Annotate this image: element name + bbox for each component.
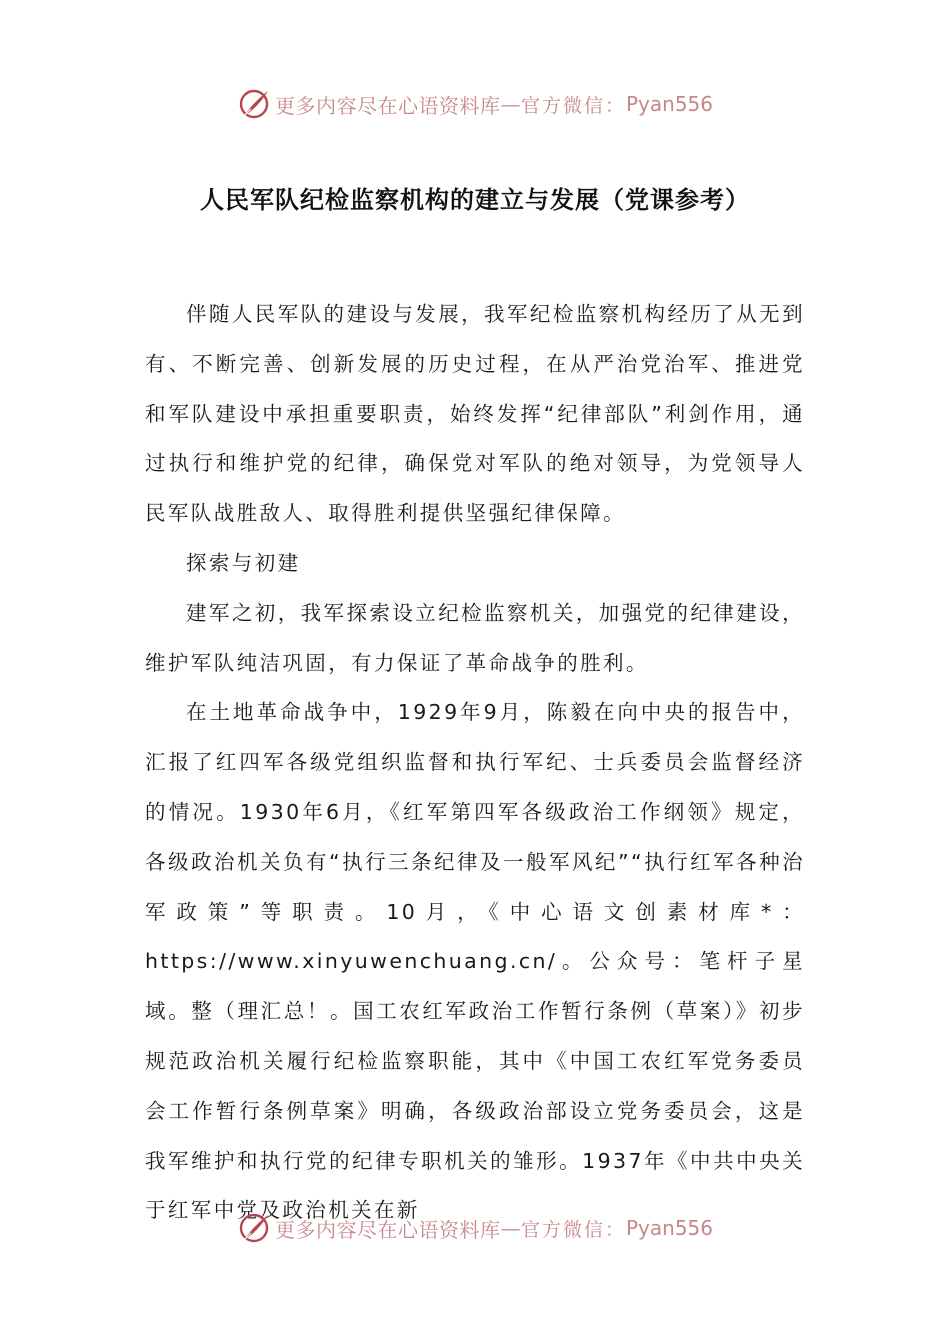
banner-separator: — [500,1216,521,1240]
document-title: 人民军队纪检监察机构的建立与发展（党课参考） [200,186,750,214]
banner-slogan: 更多内容尽在心语资料库 [274,1217,501,1242]
paragraph-intro: 伴随人民军队的建设与发展，我军纪检监察机构经历了从无到有、不断完善、创新发展的历史过程，在从严治党治军、推进党和军队建设中承担重要职责，始终发挥“纪律部队”利剑作用，通过执行和维护党的纪律，确保党对军队的绝对领导，为党领导人民军队战胜敌人、取得胜利提供坚强纪律保障。 [145,302,805,526]
banner-contact-label: 官方微信： [520,94,626,117]
paragraph-founding: 建军之初，我军探索设立纪检监察机关，加强党的纪律建设，维护军队纯洁巩固，有力保证了革命战争的胜利。 [145,600,805,675]
banner-slogan: 更多内容尽在心语资料库 [274,93,501,118]
quill-logo-icon [237,1211,271,1245]
header-banner [0,84,950,124]
paragraph-land-revolution: 在土地革命战争中，1929年9月，陈毅在向中央的报告中，汇报了红四军各级党组织监督和执行军纪、士兵委员会监督经济的情况。1930年6月，《红军第四军各级政治工作纲领》规定，各级政治机关负有“执行三条纪律及一般军风纪”“执行红军各种治军政策”等职责。10月，《中心语文创素材库*：https://www.xinyuwenchuang.cn/。公众号：笔杆子星域。整（理汇总！。国工农红军政治工作暂行条例（草案）》初步规范政治机关履行纪检监察职能，其中《中国工农红军党务委员会工作暂行条例草案》明确，各级政治部设立党务委员会，这是我军维护和执行党的纪律专职机关的雏形。1937年《中共中央关于红军中党及政治机关在新 [145,700,805,1223]
footer-banner [0,1208,950,1248]
section-heading: 探索与初建 [186,550,301,575]
banner-separator: — [500,92,521,116]
document-body [145,290,805,1236]
banner-wechat-id: Pyan556 [626,1216,714,1240]
quill-logo-icon [237,87,271,121]
banner-wechat-id: Pyan556 [626,92,714,116]
banner-contact-label: 官方微信： [520,1218,626,1241]
